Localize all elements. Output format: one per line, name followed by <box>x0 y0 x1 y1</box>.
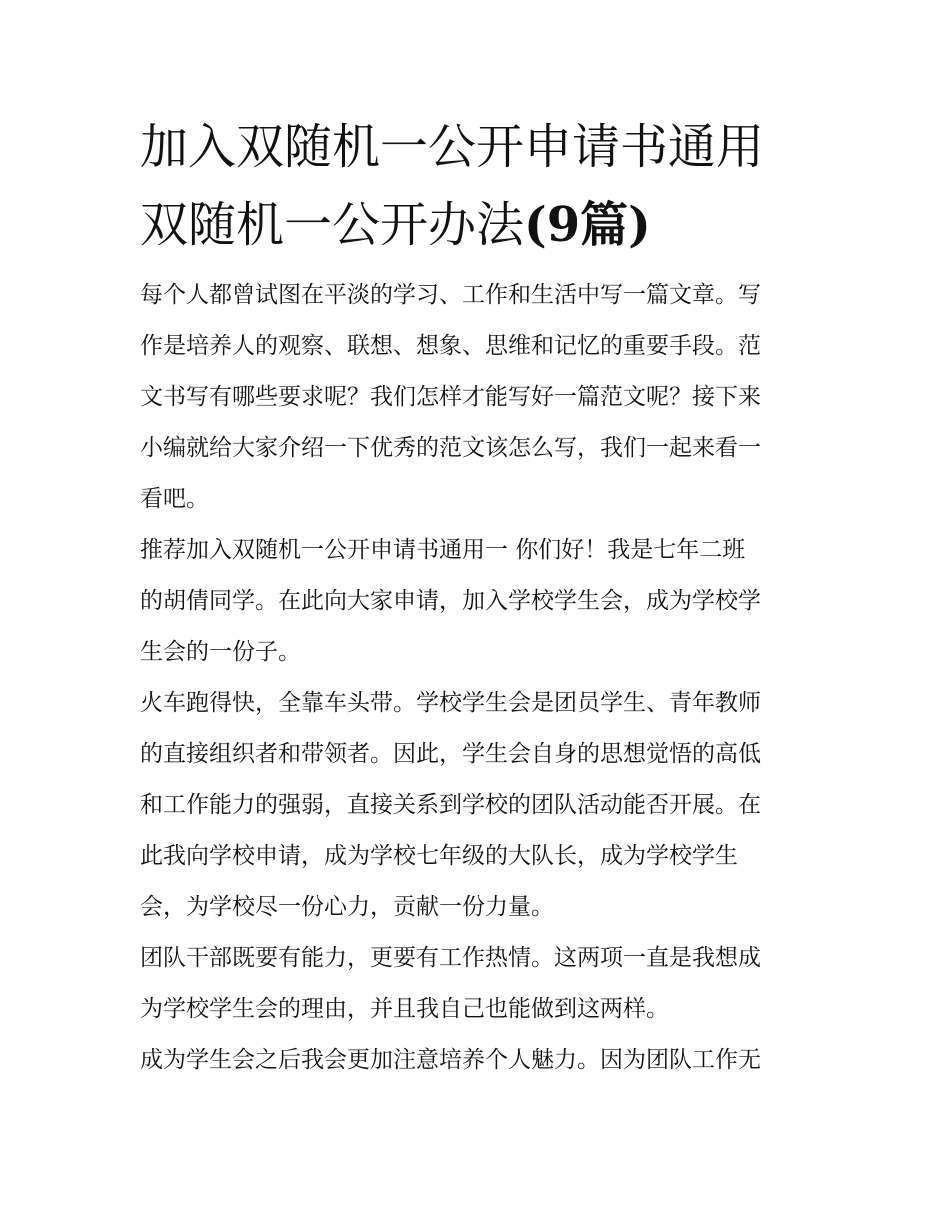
paragraph-qualities <box>140 933 812 1035</box>
paragraph-line: 文书写有哪些要求呢？我们怎样才能写好一篇范文呢？接下来 <box>140 384 761 410</box>
paragraph-line: 作是培养人的观察、联想、想象、思维和记忆的重要手段。范 <box>140 333 761 359</box>
title-line-2-text: 双随机一公开办法 <box>140 197 525 253</box>
paragraph-reason <box>140 678 812 933</box>
paragraph-line: 生会的一份子。 <box>140 639 301 665</box>
title-count: (9篇) <box>524 197 651 253</box>
document-content <box>140 108 812 1086</box>
paragraph-line: 火车跑得快，全靠车头带。学校学生会是团员学生、青年教师 <box>140 690 761 716</box>
title-line-1: 加入双随机一公开申请书通用 <box>140 119 765 175</box>
paragraph-line: 和工作能力的强弱，直接关系到学校的团队活动能否开展。在 <box>140 792 761 818</box>
paragraph-line: 此我向学校申请，成为学校七年级的大队长，成为学校学生 <box>140 843 738 869</box>
paragraph-line: 小编就给大家介绍一下优秀的范文该怎么写，我们一起来看一 <box>140 435 761 461</box>
paragraph-line: 的直接组织者和带领者。因此，学生会自身的思想觉悟的高低 <box>140 741 761 767</box>
paragraph-line: 看吧。 <box>140 486 209 512</box>
paragraph-line: 的胡倩同学。在此向大家申请，加入学校学生会，成为学校学 <box>140 588 761 614</box>
paragraph-plan <box>140 1035 812 1086</box>
paragraph-line: 团队干部既要有能力，更要有工作热情。这两项一直是我想成 <box>140 945 761 971</box>
title-line-2 <box>140 186 812 264</box>
paragraph-line: 会，为学校尽一份心力，贡献一份力量。 <box>140 894 554 920</box>
document-title <box>140 108 812 264</box>
paragraph-intro <box>140 270 812 525</box>
document-body <box>140 270 812 1086</box>
paragraph-line: 每个人都曾试图在平淡的学习、工作和生活中写一篇文章。写 <box>140 282 761 308</box>
paragraph-line: 推荐加入双随机一公开申请书通用一 你们好！我是七年二班 <box>140 537 746 563</box>
paragraph-line: 为学校学生会的理由，并且我自己也能做到这两样。 <box>140 996 669 1022</box>
paragraph-line: 成为学生会之后我会更加注意培养个人魅力。因为团队工作无 <box>140 1047 761 1073</box>
paragraph-greeting <box>140 525 812 678</box>
